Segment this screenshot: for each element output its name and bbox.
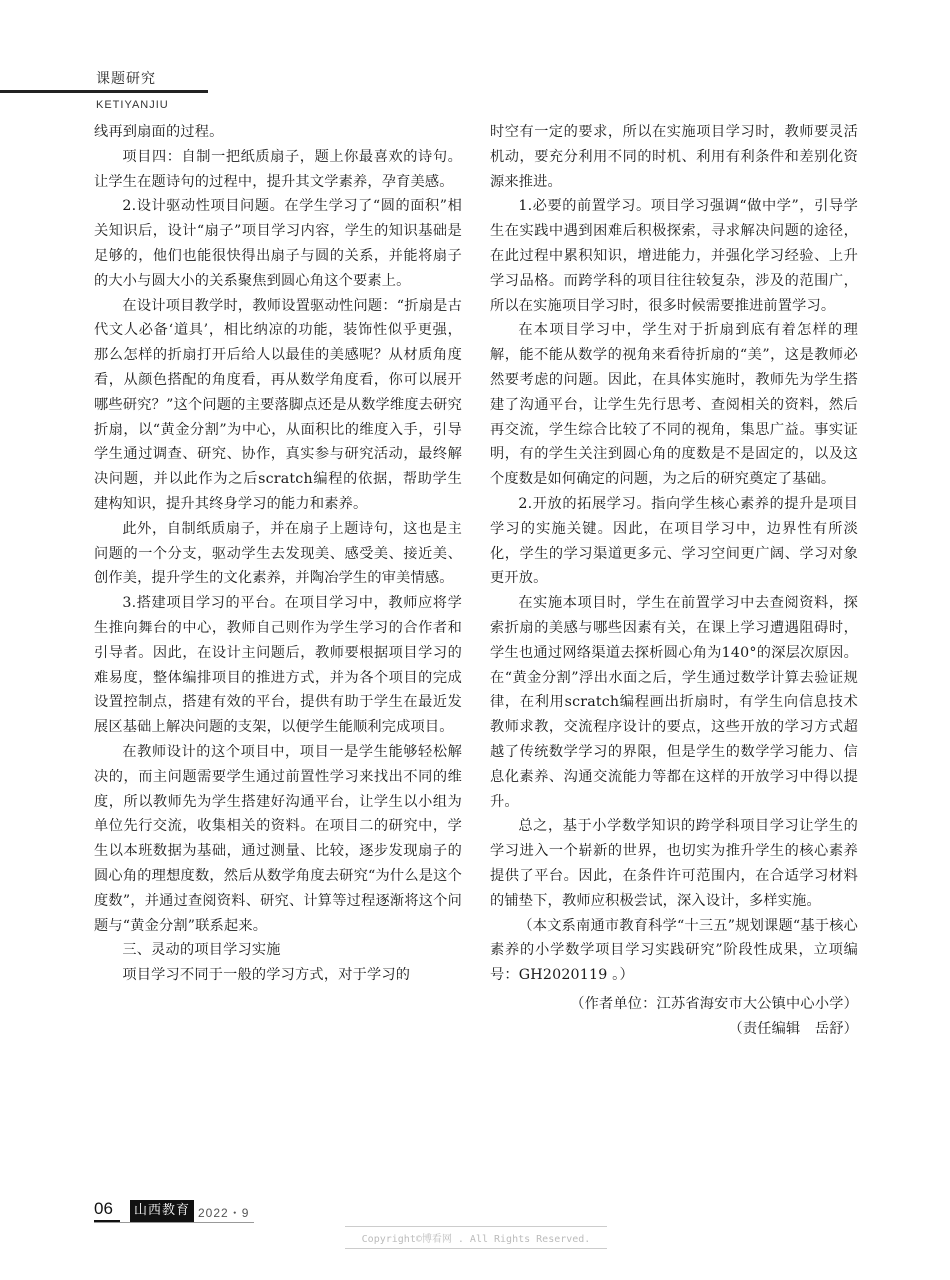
issue-date: 2022・9 bbox=[198, 1206, 250, 1220]
copyright-watermark: Copyright©博看网 . All Rights Reserved. bbox=[345, 1226, 607, 1249]
funding-note: （本文系南通市教育科学“十三五”规划课题“基于核心素养的小学数学项目学习实践研究”阶段性成果，立项编号：GH2020119 。） bbox=[490, 917, 858, 984]
page-number: 06 bbox=[94, 1199, 113, 1218]
left-column bbox=[94, 120, 462, 988]
paragraph: 在实施本项目时，学生在前置学习中去查阅资料，探索折扇的美感与哪些因素有关，在课上学习遭遇阻碍时，学生也通过网络渠道去探析圆心角为140°的深层次原因。在“黄金分割”浮出水面之后，学生通过数学计算去验证规律，在利用scratch编程画出折扇时，有学生向信息技术教师求教，交流程序设计的要点，这些开放的学习方式超越了传统数学学习的界限，但是学生的数学学习能力、信息化素养、沟通交流能力等都在这样的开放学习中得以提升。 bbox=[490, 595, 858, 810]
section-heading: 三、灵动的项目学习实施 bbox=[122, 942, 281, 959]
paragraph: 项目学习不同于一般的学习方式，对于学习的 bbox=[122, 967, 411, 984]
paragraph: 此外，自制纸质扇子，并在扇子上题诗句，这也是主问题的一个分支，驱动学生去发现美、感受美、接近美、创作美，提升学生的文化素养，并陶冶学生的审美情感。 bbox=[94, 520, 462, 587]
paragraph: 时空有一定的要求，所以在实施项目学习时，教师要灵活机动，要充分利用不同的时机、利用有利条件和差别化资源来推进。 bbox=[490, 124, 858, 190]
paragraph: 项目四：自制一把纸质扇子，题上你最喜欢的诗句。让学生在题诗句的过程中，提升其文学素养，孕育美感。 bbox=[94, 148, 462, 190]
paragraph: 3.搭建项目学习的平台。在项目学习中，教师应将学生推向舞台的中心，教师自己则作为学生学习的合作者和引导者。因此，在设计主问题后，教师要根据项目学习的难易度，整体编排项目的推进方式，并为各个项目的完成设置控制点，搭建有效的平台，提供有助于学生在最近发展区基础上解决问题的支架，以便学生能顺利完成项目。 bbox=[94, 595, 462, 736]
paragraph: 总之，基于小学数学知识的跨学科项目学习让学生的学习进入一个崭新的世界，也切实为推升学生的核心素养提供了平台。因此，在条件许可范围内，在合适学习材料的铺垫下，教师应积极尝试，深入设计，多样实施。 bbox=[490, 818, 858, 909]
paragraph: 在教师设计的这个项目中，项目一是学生能够轻松解决的，而主问题需要学生通过前置性学习来找出不同的维度，所以教师先为学生搭建好沟通平台，让学生以小组为单位先行交流，收集相关的资料。在项目二的研究中，学生以本班数据为基础，通过测量、比较，逐步发现扇子的圆心角的理想度数，然后从数学角度去研究“为什么是这个度数”，并通过查阅资料、研究、计算等过程逐渐将这个问题与“黄金分割”联系起来。 bbox=[94, 743, 462, 934]
footer-rule bbox=[94, 1222, 254, 1223]
journal-logo: 山西教育 bbox=[130, 1200, 194, 1222]
section-title: 课题研究 bbox=[96, 70, 156, 86]
paragraph: 在设计项目教学时，教师设置驱动性问题：“折扇是古代文人必备‘道具’，相比纳凉的功能，装饰性似乎更强，那么怎样的折扇打开后给人以最佳的美感呢？从材质角度看，从颜色搭配的角度看，再从数学角度看，你可以展开哪些研究？”这个问题的主要落脚点还是从数学维度去研究折扇，以“黄金分割”为中心，从面积比的维度入手，引导学生通过调查、研究、协作，真实参与研究活动，最终解决问题，并以此作为之后scratch编程的依据，帮助学生建构知识，提升其终身学习的能力和素养。 bbox=[94, 297, 462, 512]
paragraph: 2.设计驱动性项目问题。在学生学习了“圆的面积”相关知识后，设计“扇子”项目学习内容，学生的知识基础是足够的，他们也能很快得出扇子与圆的关系，并能将扇子的大小与圆大小的关系聚焦到圆心角这个要素上。 bbox=[94, 198, 462, 289]
paragraph: 1.必要的前置学习。项目学习强调“做中学”，引导学生在实践中遇到困难后积极探索，寻求解决问题的途径，在此过程中累积知识，增进能力，并强化学习经验、上升学习品格。而跨学科的项目往往较复杂，涉及的范围广，所以在实施项目学习时，很多时候需要推进前置学习。 bbox=[490, 198, 858, 314]
paragraph: 2.开放的拓展学习。指向学生核心素养的提升是项目学习的实施关键。因此，在项目学习中，边界性有所淡化，学生的学习渠道更多元、学习空间更广阔、学习对象更开放。 bbox=[490, 495, 858, 587]
paragraph: 线再到扇面的过程。 bbox=[94, 124, 224, 140]
author-unit: （作者单位：江苏省海安市大公镇中心小学） bbox=[570, 995, 858, 1012]
header-rule bbox=[0, 90, 208, 93]
right-column bbox=[490, 120, 858, 1041]
editor-credit: （责任编辑 岳舒） bbox=[728, 1020, 858, 1037]
section-subtitle: KETIYANJIU bbox=[96, 99, 169, 111]
paragraph: 在本项目学习中，学生对于折扇到底有着怎样的理解，能不能从数学的视角来看待折扇的“美”，这是教师必然要考虑的问题。因此，在具体实施时，教师先为学生搭建了沟通平台，让学生先行思考、查阅相关的资料，然后再交流，学生综合比较了不同的视角，集思广益。事实证明，有的学生关注到圆心角的度数是不是固定的，以及这个度数是如何确定的问题，为之后的研究奠定了基础。 bbox=[490, 322, 858, 488]
